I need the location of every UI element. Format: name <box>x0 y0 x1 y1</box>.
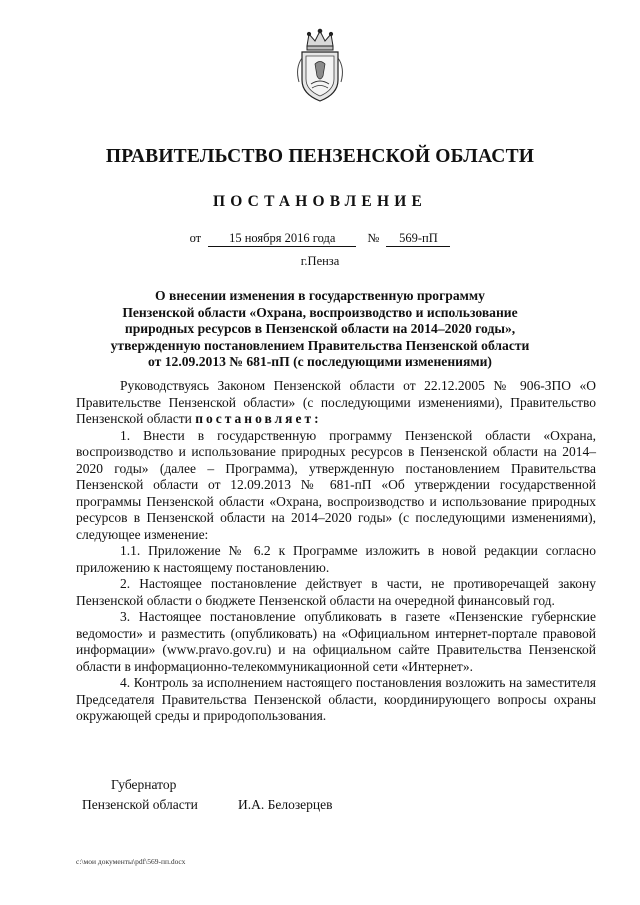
document-type-heading: ПОСТАНОВЛЕНИЕ <box>212 193 428 210</box>
clause-2: 2. Настоящее постановление действует в части, не противоречащей закону Пензенской области о бюджете Пензенской области на очередной финансовый год. <box>76 576 596 608</box>
clause-1-1: 1.1. Приложение № 6.2 к Программе изложить в новой редакции согласно приложению к настоящему постановлению. <box>76 543 596 575</box>
date-number-line <box>0 231 640 247</box>
signatory-position-line1: Губернатор <box>111 777 177 792</box>
preamble-paragraph <box>76 378 596 428</box>
title-line: природных ресурсов в Пензенской области на 2014–2020 годы», <box>124 321 516 337</box>
coat-of-arms-icon <box>289 28 351 104</box>
document-number: 569-пП <box>386 231 450 247</box>
clause-1: 1. Внести в государственную программу Пензенской области «Охрана, воспроизводство и использование природных ресурсов в Пензенской области на 2014–2020 годы» (далее – Программа), утвержденную постановлением Правительства Пензенской области от 12.09.2013 № 681-пП «Об утверждении государственной программы Пензенской области «Охрана, воспроизводство и использование природных ресурсов в Пензенской области на 2014–2020 годы» (с последующими изменениями), следующее изменение: <box>76 427 596 542</box>
city-label: г.Пенза <box>300 254 340 268</box>
title-line: от 12.09.2013 № 681-пП (с последующими изменениями) <box>148 354 492 370</box>
title-line: О внесении изменения в государственную программу <box>155 288 485 303</box>
document-body <box>76 378 596 725</box>
title-line: утвержденную постановлением Правительства Пензенской области <box>110 337 530 353</box>
signatory-name: И.А. Белозерцев <box>238 797 333 812</box>
number-sign: № <box>367 231 380 245</box>
preamble-text: Руководствуясь Законом Пензенской области от 22.12.2005 № 906-ЗПО «О Правительстве Пензенской области» (с последующими изменениями), Правительство Пензенской области <box>76 378 596 426</box>
document-date: 15 ноября 2016 года <box>208 231 356 247</box>
decides-word: постановляет: <box>195 411 322 426</box>
clause-3: 3. Настоящее постановление опубликовать в газете «Пензенские губернские ведомости» и разместить (опубликовать) на «Официальном интернет-портале правовой информации» (www.pravo.gov.ru) и на официальном сайте Правительства Пензенской области в информационно-телекоммуникационной сети «Интернет». <box>76 609 596 674</box>
file-path-footer: c:\мои документы\pdf\569-пп.docx <box>76 857 186 866</box>
document-title <box>110 288 530 371</box>
signatory-position-line2: Пензенской области <box>82 797 198 812</box>
clause-4: 4. Контроль за исполнением настоящего постановления возложить на заместителя Председателя Правительства Пензенской области, координирующего вопросы охраны окружающей среды и природопользования. <box>76 675 596 723</box>
title-line: Пензенской области «Охрана, воспроизводство и использование <box>122 304 518 320</box>
government-heading: ПРАВИТЕЛЬСТВО ПЕНЗЕНСКОЙ ОБЛАСТИ <box>105 146 535 167</box>
from-label: от <box>189 231 202 245</box>
